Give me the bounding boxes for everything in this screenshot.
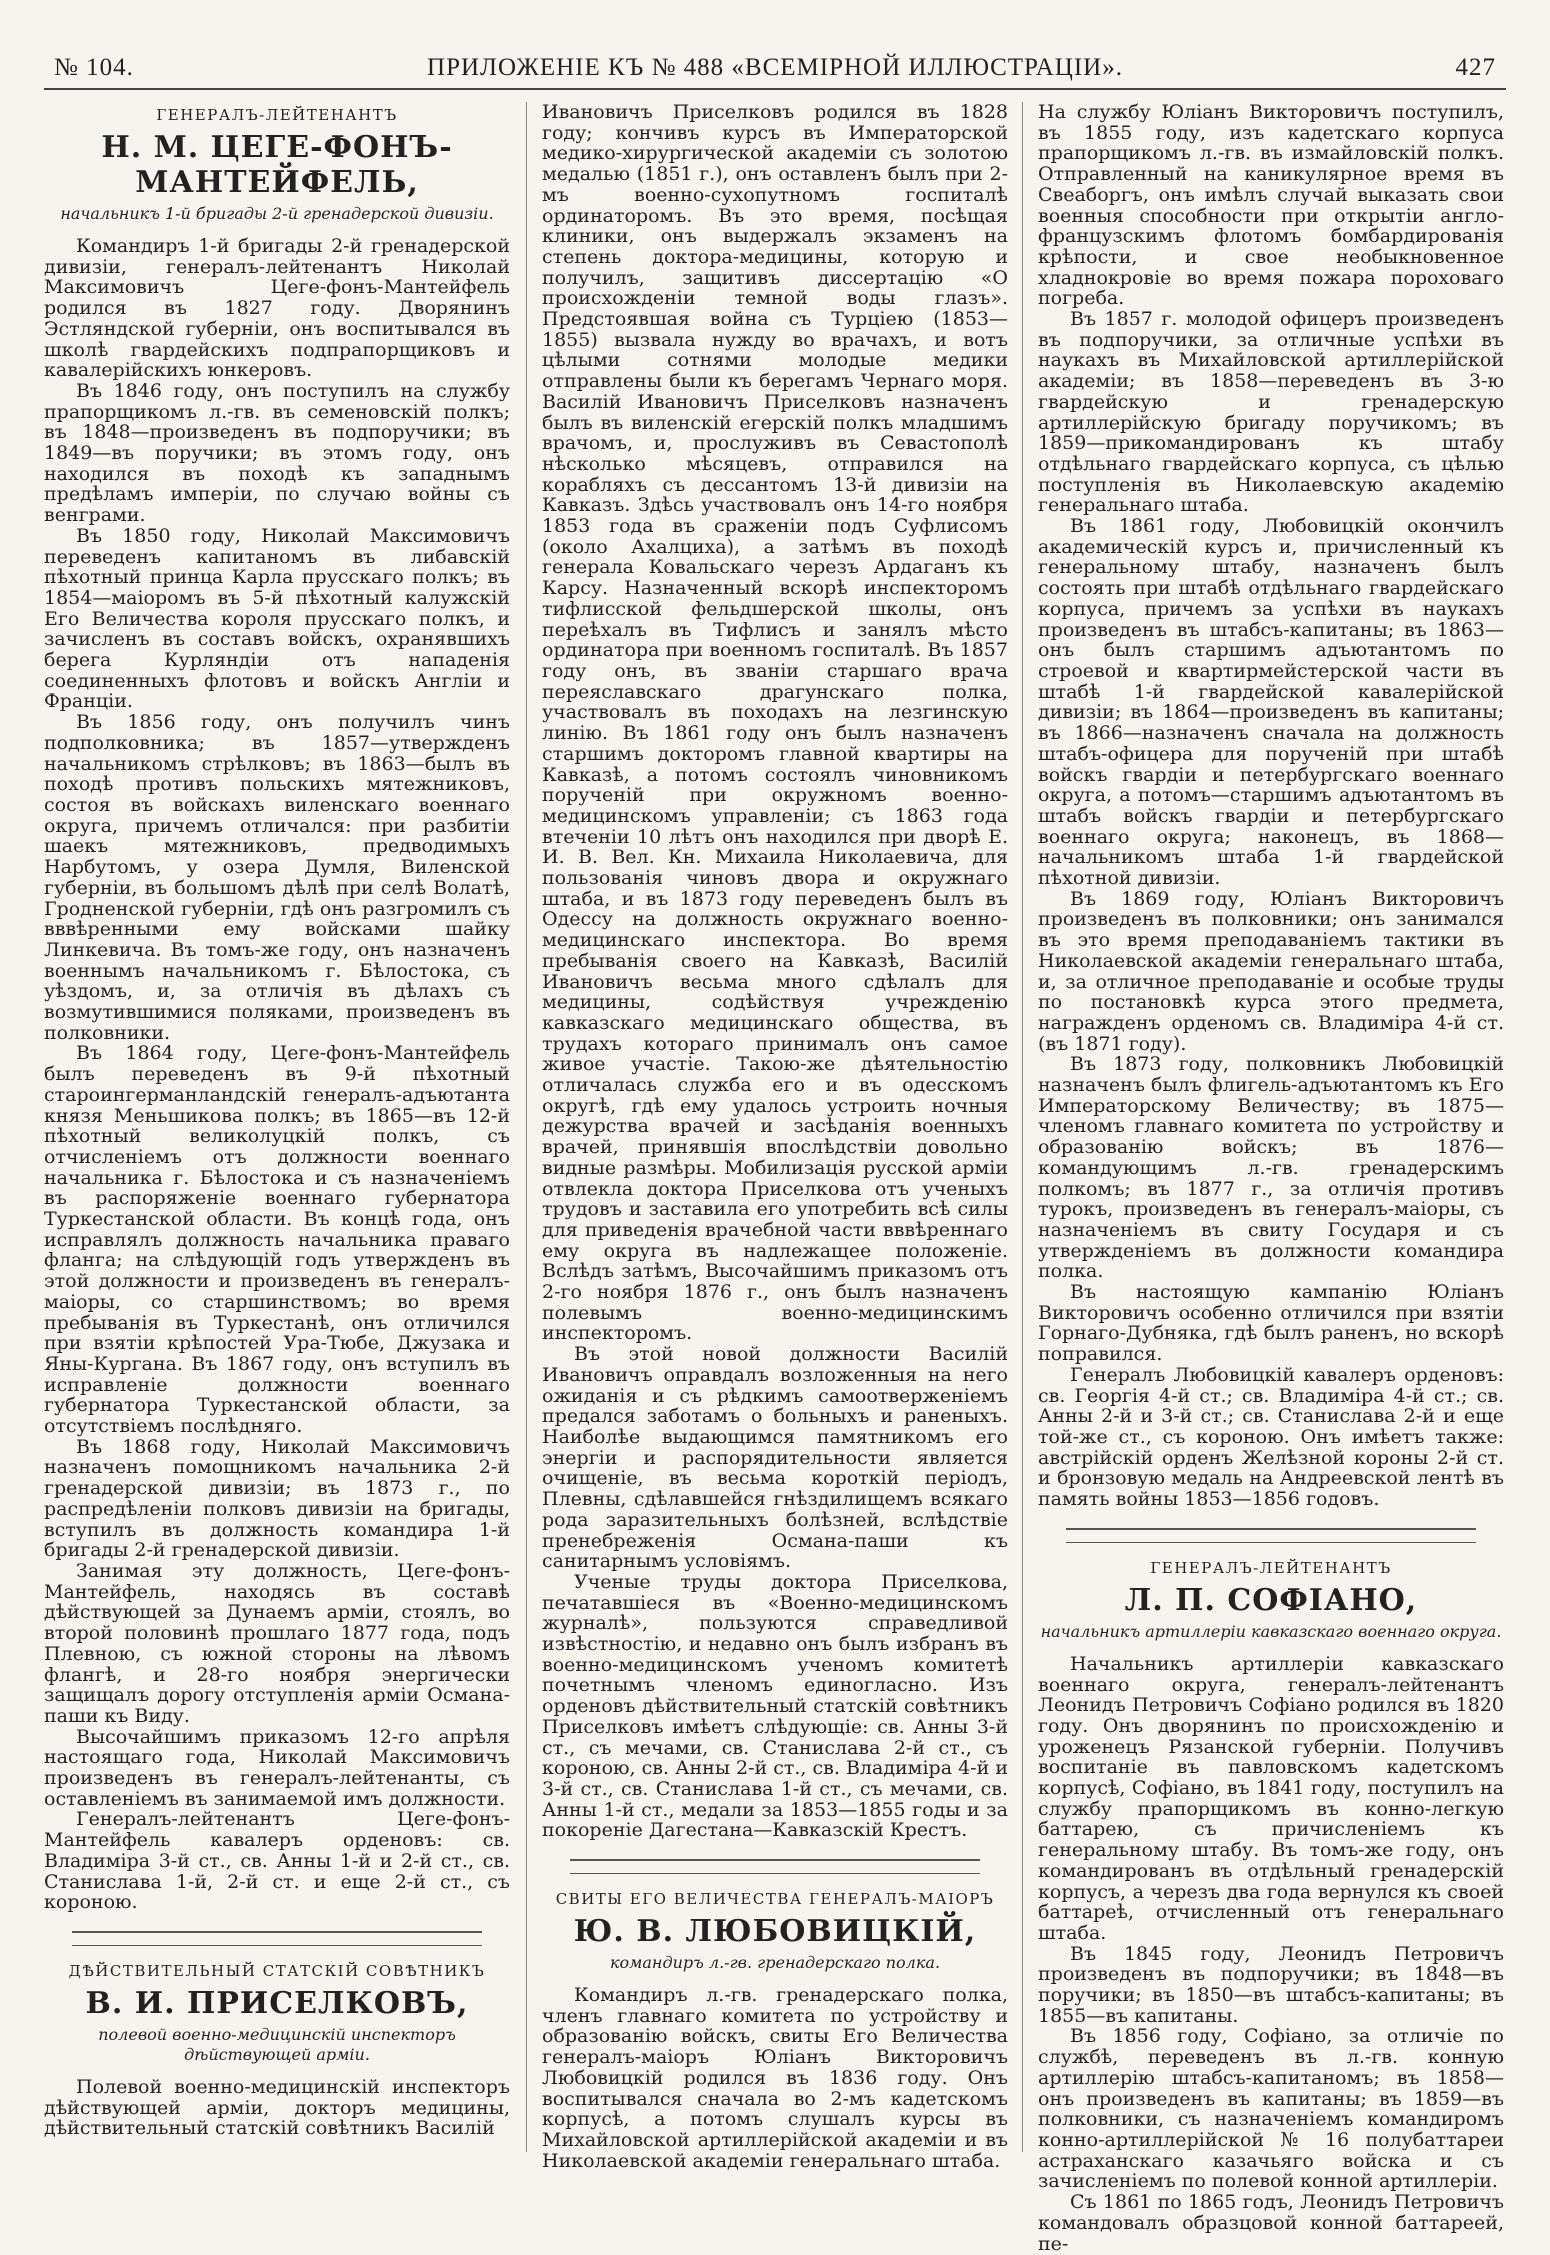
paragraph: Начальникъ артиллеріи кавказскаго военнаго округа, генералъ-лейтенантъ Леонидъ Петровичъ Софіано родился въ 1820 году. Онъ дворянинъ по происхожденію и уроженецъ Рязанской губерніи. Получивъ воспитаніе въ павловскомъ кадетскомъ корпусѣ, Софіано, въ 1841 году, поступилъ на службу прапорщикомъ въ конно-легкую баттарею, съ причисленіемъ къ генеральному штабу. Въ томъ-же году, онъ командированъ въ отдѣльный гренадерскій корпусъ, а черезъ два года вернулся къ своей баттареѣ, отчисленный отъ генеральнаго штаба. [1038,1652,1504,1944]
article-subtitle: начальникъ 1-й бригады 2-й гренадерской дивизіи. [60,204,494,223]
column-3 [1038,101,1504,2255]
article-priselkov [44,1962,510,2139]
section-divider [72,1945,482,1946]
column-2 [542,101,1008,2172]
paragraph: Въ этой новой должности Василій Ивановичъ оправдалъ возложенныя на него ожиданія и съ рѣдкимъ самоотверженіемъ предался заботамъ о больныхъ и раненыхъ. Наиболѣе выдающимся памятникомъ его энергіи и распорядительности является очищеніе, въ весьма короткій періодъ, Плевны, сдѣлавшейся гнѣздилищемъ всякаго рода заразительныхъ болѣзней, вслѣдствіе пренебреженія Османа-паши къ санитарнымъ условіямъ. [542,1343,1008,1573]
paragraph: Командиръ л.-гв. гренадерскаго полка, членъ главнаго комитета по устройству и образованію войскъ, свиты Его Величества генералъ-маіоръ Юліанъ Викторовичъ Любовицкій родился въ 1836 году. Онъ воспитывался сначала во 2-мъ кадетскомъ корпусѣ, а потомъ слушалъ курсы въ Михайловской артиллерійской академіи и въ Николаевской академіи генеральнаго штаба. [542,1984,1008,2172]
article-sofiano [1038,1559,1504,2254]
article-subtitle: начальникъ артиллеріи кавказскаго военнаго округа. [1040,1621,1502,1641]
paragraph: Въ 1873 году, полковникъ Любовицкій назначенъ былъ флигель-адъютантомъ къ Его Императорскому Величеству; въ 1875—членомъ главнаго комитета по устройству и образованію войскъ; въ 1876—командующимъ л.-гв. гренадерскимъ полкомъ; въ 1877 г., за отличія противъ турокъ, произведенъ въ генералъ-маіоры, съ назначеніемъ въ свиту Государя и съ утвержденіемъ въ должности командира полка. [1038,1053,1504,1283]
paragraph: Занимая эту должность, Цеге-фонъ-Мантейфель, находясь въ составѣ дѣйствующей за Дунаемъ арміи, стоялъ, во второй половинѣ прошлаго 1877 года, подъ Плевною, съ южной стороны на лѣвомъ флангѣ, и 28-го ноября энергически защищалъ дорогу отступленія арміи Османа-паши къ Виду. [44,1560,510,1727]
article-rank: СВИТЫ ЕГО ВЕЛИЧЕСТВА ГЕНЕРАЛЪ-МАІОРЪ [555,1890,995,1909]
article-lyubovitsky [542,1890,1008,2171]
paragraph: Въ 1845 году, Леонидъ Петровичъ произведенъ въ подпоручики; въ 1848—въ поручики; въ 1850—въ штабсъ-капитаны; въ 1855—въ капитаны. [1038,1942,1504,2027]
paragraph: Съ 1861 по 1865 годъ, Леонидъ Петровичъ командовалъ образцовой конной баттареей, пе- [1038,2191,1504,2255]
paragraph: Въ 1856 году, Софіано, за отличіе по службѣ, переведенъ въ л.-гв. конную артиллерію штабсъ-капитаномъ; въ 1858—онъ произведенъ въ капитаны; въ 1859—въ полковники, съ назначеніемъ командиромъ конно-артиллерійской № 16 полубаттареи астраханскаго казачьяго войска и съ зачисленіемъ по полевой конной артиллеріи. [1038,2025,1504,2193]
article-name: Ю. В. ЛЮБОВИЦКІЙ, [573,1914,977,1950]
paragraph: Въ 1864 году, Цеге-фонъ-Мантейфель былъ переведенъ въ 9-й пѣхотный староингерманландскій генералъ-адъютанта князя Меньшикова полкъ; въ 1865—въ 12-й пѣхотный великолуцкій полкъ, съ отчисленіемъ отъ должности военнаго начальника г. Бѣлостока и съ назначеніемъ въ распоряженіе военнаго губернатора Туркестанской области. Въ концѣ года, онъ исправлялъ должность начальника праваго фланга; на слѣдующій годъ утвержденъ въ этой должности и произведенъ въ генералъ-маіоры, со старшинствомъ; во время пребыванія въ Туркестанѣ, онъ отличился при взятіи крѣпостей Ура-Тюбе, Джузака и Яны-Кургана. Въ 1867 году, онъ вступилъ въ исправленіе должности военнаго губернатора Туркестанской области, за отсутствіемъ послѣдняго. [44,1042,510,1438]
article-rank: ДѢЙСТВИТЕЛЬНЫЙ СТАТСКІЙ СОВѢТНИКЪ [68,1961,486,1980]
article-subtitle: полевой военно-медицинскій инспекторъ дѣйствующей арміи. [98,2024,456,2064]
paragraph: Въ 1846 году, онъ поступилъ на службу прапорщикомъ л.-гв. въ семеновскій полкъ; въ 1848—произведенъ въ подпоручики; въ 1849—въ поручики; въ этомъ году, онъ находился въ походѣ къ западнымъ предѣламъ имперіи, по случаю войны съ венграми. [44,379,510,527]
article-rank: ГЕНЕРАЛЪ-ЛЕЙТЕНАНТЪ [156,106,398,124]
column-1 [44,102,510,2152]
paragraph: Въ 1856 году, онъ получилъ чинъ подполковника; въ 1857—утвержденъ начальникомъ стрѣлковъ; въ 1863—былъ въ походѣ противъ польскихъ мятежниковъ, состоя въ войскахъ виленскаго военнаго округа, причемъ отличался: при разбитіи шаекъ мятежниковъ, предводимыхъ Нарбутомъ, у озера Думля, Виленской губерніи, въ большомъ дѣлѣ при селѣ Волатѣ, Гродненской губерніи, гдѣ онъ разгромилъ съ вввѣренными ему войсками шайку Линкевича. Въ томъ-же году, онъ назначенъ военнымъ начальникомъ г. Бѣлостока, съ уѣздомъ, и, за отличія въ дѣлахъ съ возмутившимися поляками, произведенъ въ полковники. [44,711,510,1044]
issue-number: № 104. [54,54,134,81]
paragraph: Въ 1861 году, Любовицкій окончилъ академическій курсъ и, причисленный къ генеральному штабу, назначенъ былъ состоять при штабѣ отдѣльнаго гвардейскаго корпуса, причемъ за успѣхи въ наукахъ произведенъ въ штабсъ-капитаны; въ 1863—онъ былъ старшимъ адъютантомъ по строевой и квартирмейстерской части въ штабѣ 1-й гвардейской кавалерійской дивизіи; въ 1864—произведенъ въ капитаны; въ 1866—назначенъ сначала на должность штабъ-офицера для порученій при штабѣ войскъ гвардіи и петербургскаго военнаго округа, а потомъ—старшимъ адъютантомъ въ штабъ войскъ гвардіи и петербургскаго военнаго округа; наконецъ, въ 1868—начальникомъ штаба 1-й гвардейской пѣхотной дивизіи. [1038,515,1504,890]
publication-title: ПРИЛОЖЕНІЕ КЪ № 488 «ВСЕМІРНОЙ ИЛЛЮСТРАЦІИ». [427,54,1123,81]
paragraph: Въ 1850 году, Николай Максимовичъ переведенъ капитаномъ въ либавскій пѣхотный принца Карла прусскаго полкъ; въ 1854—маіоромъ въ 5-й пѣхотный калужскій Его Величества короля прусскаго полкъ, и зачисленъ въ составъ войскъ, охранявшихъ берега Курляндіи отъ нападенія соединенныхъ флотовъ и войскъ Англіи и Франціи. [44,524,510,713]
paragraph: Ученые труды доктора Приселкова, печатавшіеся въ «Военно-медицинскомъ журналѣ», пользуются справедливой извѣстностію, и недавно онъ былъ избранъ въ военно-медицинскомъ ученомъ комитетѣ почетнымъ членомъ единогласно. Изъ орденовъ дѣйствительный статскій совѣтникъ Приселковъ имѣетъ слѣдующіе: св. Анны 3-й ст., съ мечами, св. Станислава 2-й ст., съ короною, св. Анны 2-й ст., св. Владиміра 4-й и 3-й ст., св. Станислава 1-й ст., съ мечами, св. Анны 1-й ст., медали за 1853—1855 годы и за покореніе Дагестана—Кавказскій Крестъ. [542,1570,1008,1842]
paragraph: Въ 1869 году, Юліанъ Викторовичъ произведенъ въ полковники; онъ занимался въ это время преподаваніемъ тактики въ Николаевской академіи генеральнаго штаба, и, за отличное преподаваніе и особые труды по постановкѣ курса этого предмета, награжденъ орденомъ св. Владиміра 4-й ст. (въ 1871 году). [1038,887,1504,1055]
section-divider [570,1873,980,1874]
article-name: Н. М. ЦЕГЕ-ФОНЪ-МАНТЕЙФЕЛЬ, [101,130,453,200]
article-mantejfel [44,106,510,1913]
section-divider [72,1931,482,1933]
paragraph: Въ 1868 году, Николай Максимовичъ назначенъ помощникомъ начальника 2-й гренадерской дивизіи; въ 1873 г., по распредѣленіи полковъ дивизіи на бригады, вступилъ въ должность командира 1-й бригады 2-й гренадерской дивизіи. [44,1435,510,1562]
section-divider [570,1859,980,1861]
paragraph: Въ настоящую кампанію Юліанъ Викторовичъ особенно отличился при взятіи Горнаго-Дубняка, гдѣ былъ раненъ, но вскорѣ поправился. [1038,1281,1504,1366]
paragraph: Генералъ-лейтенантъ Цеге-фонъ-Мантейфель кавалеръ орденовъ: св. Владиміра 3-й ст., св. Анны 1-й и 2-й ст., св. Станислава 1-й, 2-й ст. и еще 2-й ст., съ короною. [44,1808,510,1914]
paragraph: Полевой военно-медицинскій инспекторъ дѣйствующей арміи, докторъ медицины, дѣйствительный статскій совѣтникъ Василій [44,2075,510,2140]
header-rule [44,88,1506,90]
paragraph: Командиръ 1-й бригады 2-й гренадерской дивизіи, генералъ-лейтенантъ Николай Максимовичъ Цеге-фонъ-Мантейфель родился въ 1827 году. Дворянинъ Эстляндской губерніи, онъ воспитывался въ школѣ гвардейскихъ подпрапорщиковъ и кавалерійскихъ юнкеровъ. [44,235,510,382]
section-divider [1066,1542,1476,1543]
article-rank: ГЕНЕРАЛЪ-ЛЕЙТЕНАНТЪ [1150,1558,1392,1577]
paragraph: Въ 1857 г. молодой офицеръ произведенъ въ подпоручики, за отличные успѣхи въ наукахъ въ Михайловской артиллерійской академіи; въ 1858—переведенъ въ 3-ю гвардейскую и гренадерскую артиллерійскую бригаду поручикомъ; въ 1859—прикомандированъ къ штабу отдѣльнаго гвардейскаго корпуса, съ цѣлью поступленія въ Николаевскую академію генеральнаго штаба. [1038,308,1504,517]
paragraph: Генералъ Любовицкій кавалеръ орденовъ: св. Георгія 4-й ст.; св. Владиміра 4-й ст.; св. Анны 2-й и 3-й ст.; св. Станислава 2-й и еще той-же ст., съ короною. Онъ имѣетъ также: австрійскій орденъ Желѣзной короны 2-й ст. и бронзовую медаль на Андреевской лентѣ въ память войны 1853—1856 годовъ. [1038,1363,1504,1511]
column-divider [1022,102,1023,2152]
page-header [44,54,1506,90]
paragraph-continued: Ивановичъ Приселковъ родился въ 1828 году; кончивъ курсъ въ Императорской медико-хирургической академіи съ золотою медалью (1851 г.), онъ оставленъ былъ при 2-мъ военно-сухопутномъ госпиталѣ ординаторомъ. Въ это время, посѣщая клиники, онъ выдержалъ экзаменъ на степень доктора-медицины, которую и получилъ, защитивъ диссертацію «О происхожденіи темной воды глазъ». Предстоявшая война съ Турціею (1853—1855) вызвала нужду во врачахъ, и вотъ цѣлыми сотнями молодые медики отправлены были къ берегамъ Чернаго моря. Василій Ивановичъ Приселковъ назначенъ былъ въ виленскій егерскій полкъ младшимъ врачомъ, и, прослуживъ въ Севастополѣ нѣсколько мѣсяцевъ, отправился на корабляхъ съ дессантомъ 13-й дивизіи на Кавказъ. Здѣсь участвовалъ онъ 14-го ноября 1853 года въ сраженіи подъ Суфлисомъ (около Ахалциха), а затѣмъ въ походѣ генерала Ковальскаго черезъ Ардаганъ къ Карсу. Назначенный вскорѣ инспекторомъ тифлисской фельдшерской школы, онъ переѣхалъ въ Тифлисъ и занялъ мѣсто ординатора при военномъ госпиталѣ. Въ 1857 году онъ, въ званіи старшаго врача переяславскаго драгунскаго полка, участвовалъ въ походахъ на лезгинскую линію. Въ 1861 году онъ былъ назначенъ старшимъ докторомъ главной квартиры на Кавказѣ, а потомъ состоялъ чиновникомъ порученій при окружномъ военно-медицинскомъ управленіи; съ 1863 года втеченіи 10 лѣтъ онъ находился при дворѣ Е. И. В. Вел. Кн. Михаила Николаевича, для пользованія чиновъ двора и окружнаго штаба, и въ 1873 году переведенъ былъ въ Одессу на должность окружнаго военно-медицинскаго инспектора. Во время пребыванія своего на Кавказѣ, Василій Ивановичъ весьма много сдѣлалъ для медицины, содѣйствуя учрежденію кавказскаго медицинскаго общества, въ трудахъ котораго принималъ онъ самое живое участіе. Такою-же дѣятельностію отличалась служба его и въ одесскомъ округѣ, гдѣ ему удалось устроить ночныя дежурства врачей и засѣданія военныхъ врачей, принявшія впослѣдствіи довольно видные размѣры. Мобилизація русской арміи отвлекла доктора Приселкова отъ ученыхъ трудовъ и заставила его употребить всѣ силы для приведенія врачебной части вввѣреннаго ему округа въ надлежащее положеніе. Вслѣдъ затѣмъ, Высочайшимъ приказомъ отъ 2-го ноября 1876 г., онъ былъ назначенъ полевымъ военно-медицинскимъ инспекторомъ. [542,101,1008,1345]
column-divider [526,102,527,2152]
article-name: Л. П. СОФІАНО, [1124,1582,1418,1618]
article-name: В. И. ПРИСЕЛКОВЪ, [85,1985,469,2021]
page-number: 427 [1455,54,1496,81]
section-divider [1066,1528,1476,1530]
paragraph: Высочайшимъ приказомъ 12-го апрѣля настоящаго года, Николай Максимовичъ произведенъ въ генералъ-лейтенанты, съ оставленіемъ въ занимаемой имъ должности. [44,1725,510,1810]
article-subtitle: командиръ л.-гв. гренадерскаго полка. [609,1953,941,1973]
paragraph-continued: На службу Юліанъ Викторовичъ поступилъ, въ 1855 году, изъ кадетскаго корпуса прапорщикомъ л.-гв. въ измайловскій полкъ. Отправленный на каникулярное время въ Свеаборгъ, онъ имѣлъ случай выказать свои военныя способности при открытіи англо-французскимъ флотомъ бомбардированія крѣпости, и свое необыкновенное хладнокровіе во время пожара пороховаго погреба. [1038,101,1504,310]
